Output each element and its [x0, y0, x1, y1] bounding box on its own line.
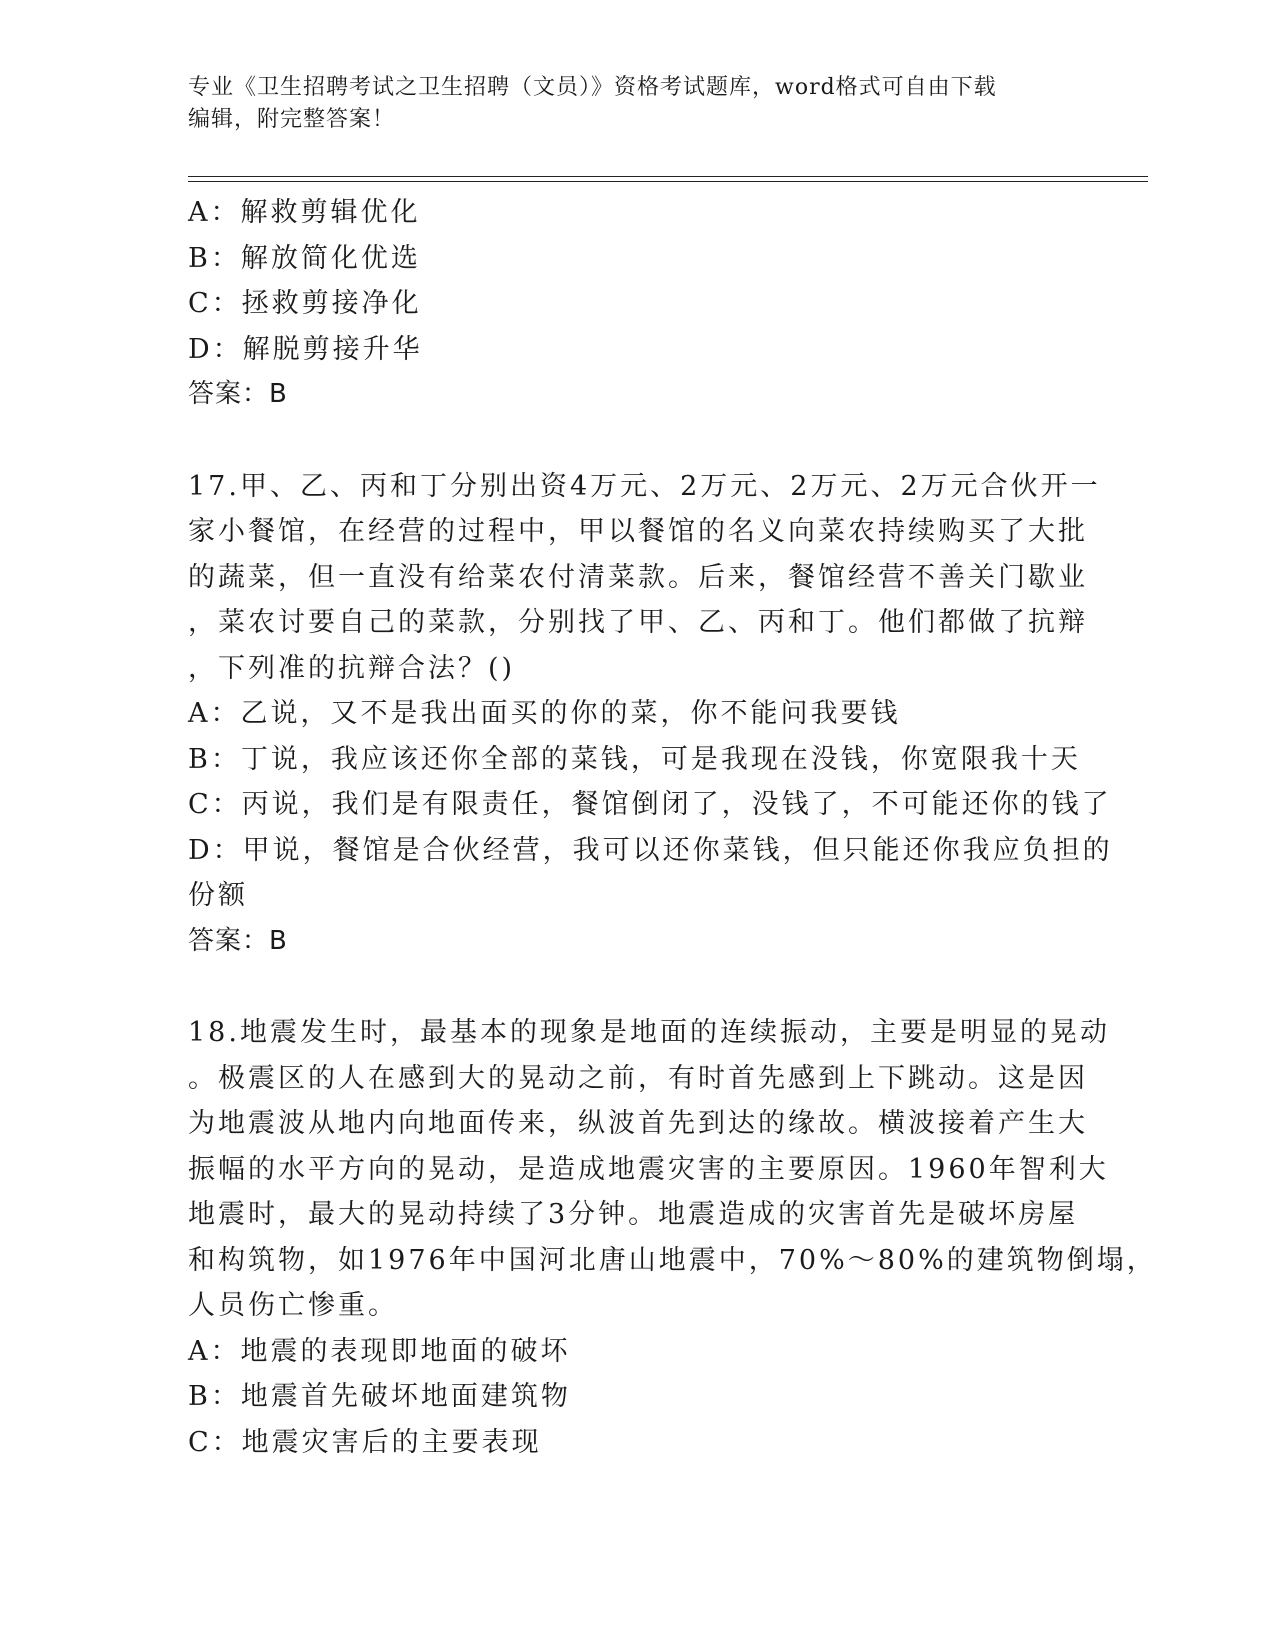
spacer [188, 964, 1078, 1010]
option-b: B：解放简化优选 [188, 242, 421, 274]
answer: 答案：B [188, 925, 288, 956]
header-line-1: 专业《卫生招聘考试之卫生招聘（文员）》资格考试题库，word格式可自由下载 [188, 75, 997, 100]
option-c: C：丙说，我们是有限责任，餐馆倒闭了，没钱了，不可能还你的钱了 [188, 789, 1112, 820]
option-c: C：地震灾害后的主要表现 [188, 1426, 542, 1458]
question-17 [188, 464, 1113, 965]
option-a: A：解救剪辑优化 [188, 197, 421, 228]
question-text-line: ，下列准的抗辩合法？() [188, 652, 516, 684]
question-text-line: 和构筑物，如1976年中国河北唐山地震中，70%～80%的建筑物倒塌， [188, 1244, 1157, 1276]
option-d: D：甲说，餐馆是合伙经营，我可以还你菜钱，但只能还你我应负担的 [188, 834, 1113, 866]
question-text-line: 家小餐馆，在经营的过程中，甲以餐馆的名义向菜农持续购买了大批 [188, 516, 1088, 547]
answer: 答案：B [188, 379, 288, 409]
document-header [188, 72, 1068, 136]
question-text-line: 的蔬菜，但一直没有给菜农付清菜款。后来，餐馆经营不善关门歇业 [188, 561, 1088, 593]
question-text-line: 地震时，最大的晃动持续了3分钟。地震造成的灾害首先是破坏房屋 [188, 1199, 1079, 1230]
question-text-line: 为地震波从地内向地面传来，纵波首先到达的缘故。横波接着产生大 [188, 1108, 1088, 1139]
question-text-line: 17.甲、乙、丙和丁分别出资4万元、2万元、2万元、2万元合伙开一 [188, 470, 1101, 502]
question-text-line: 人员伤亡惨重。 [188, 1290, 398, 1321]
question-text-line: 。极震区的人在感到大的晃动之前，有时首先感到上下跳动。这是因 [188, 1062, 1088, 1094]
option-a: A：乙说，又不是我出面买的你的菜，你不能问我要钱 [188, 698, 901, 729]
question-18 [188, 1010, 1157, 1465]
question-16 [188, 190, 1078, 418]
question-text-line: ，菜农讨要自己的菜款，分别找了甲、乙、丙和丁。他们都做了抗辩 [188, 607, 1088, 638]
header-line-2: 编辑，附完整答案！ [188, 107, 396, 132]
option-c: C：拯救剪接净化 [188, 288, 422, 319]
option-d: D：解脱剪接升华 [188, 333, 423, 365]
option-a: A：地震的表现即地面的破坏 [188, 1335, 571, 1367]
question-text-line: 振幅的水平方向的晃动，是造成地震灾害的主要原因。1960年智利大 [188, 1153, 1109, 1185]
spacer [188, 418, 1078, 464]
option-d-continued: 份额 [188, 880, 248, 911]
document-body [188, 190, 1157, 1465]
header-divider [188, 176, 1148, 182]
option-b: B：丁说，我应该还你全部的菜钱，可是我现在没钱，你宽限我十天 [188, 743, 1081, 775]
option-b: B：地震首先破坏地面建筑物 [188, 1381, 571, 1412]
question-text-line: 18.地震发生时，最基本的现象是地面的连续振动，主要是明显的晃动 [188, 1017, 1110, 1048]
